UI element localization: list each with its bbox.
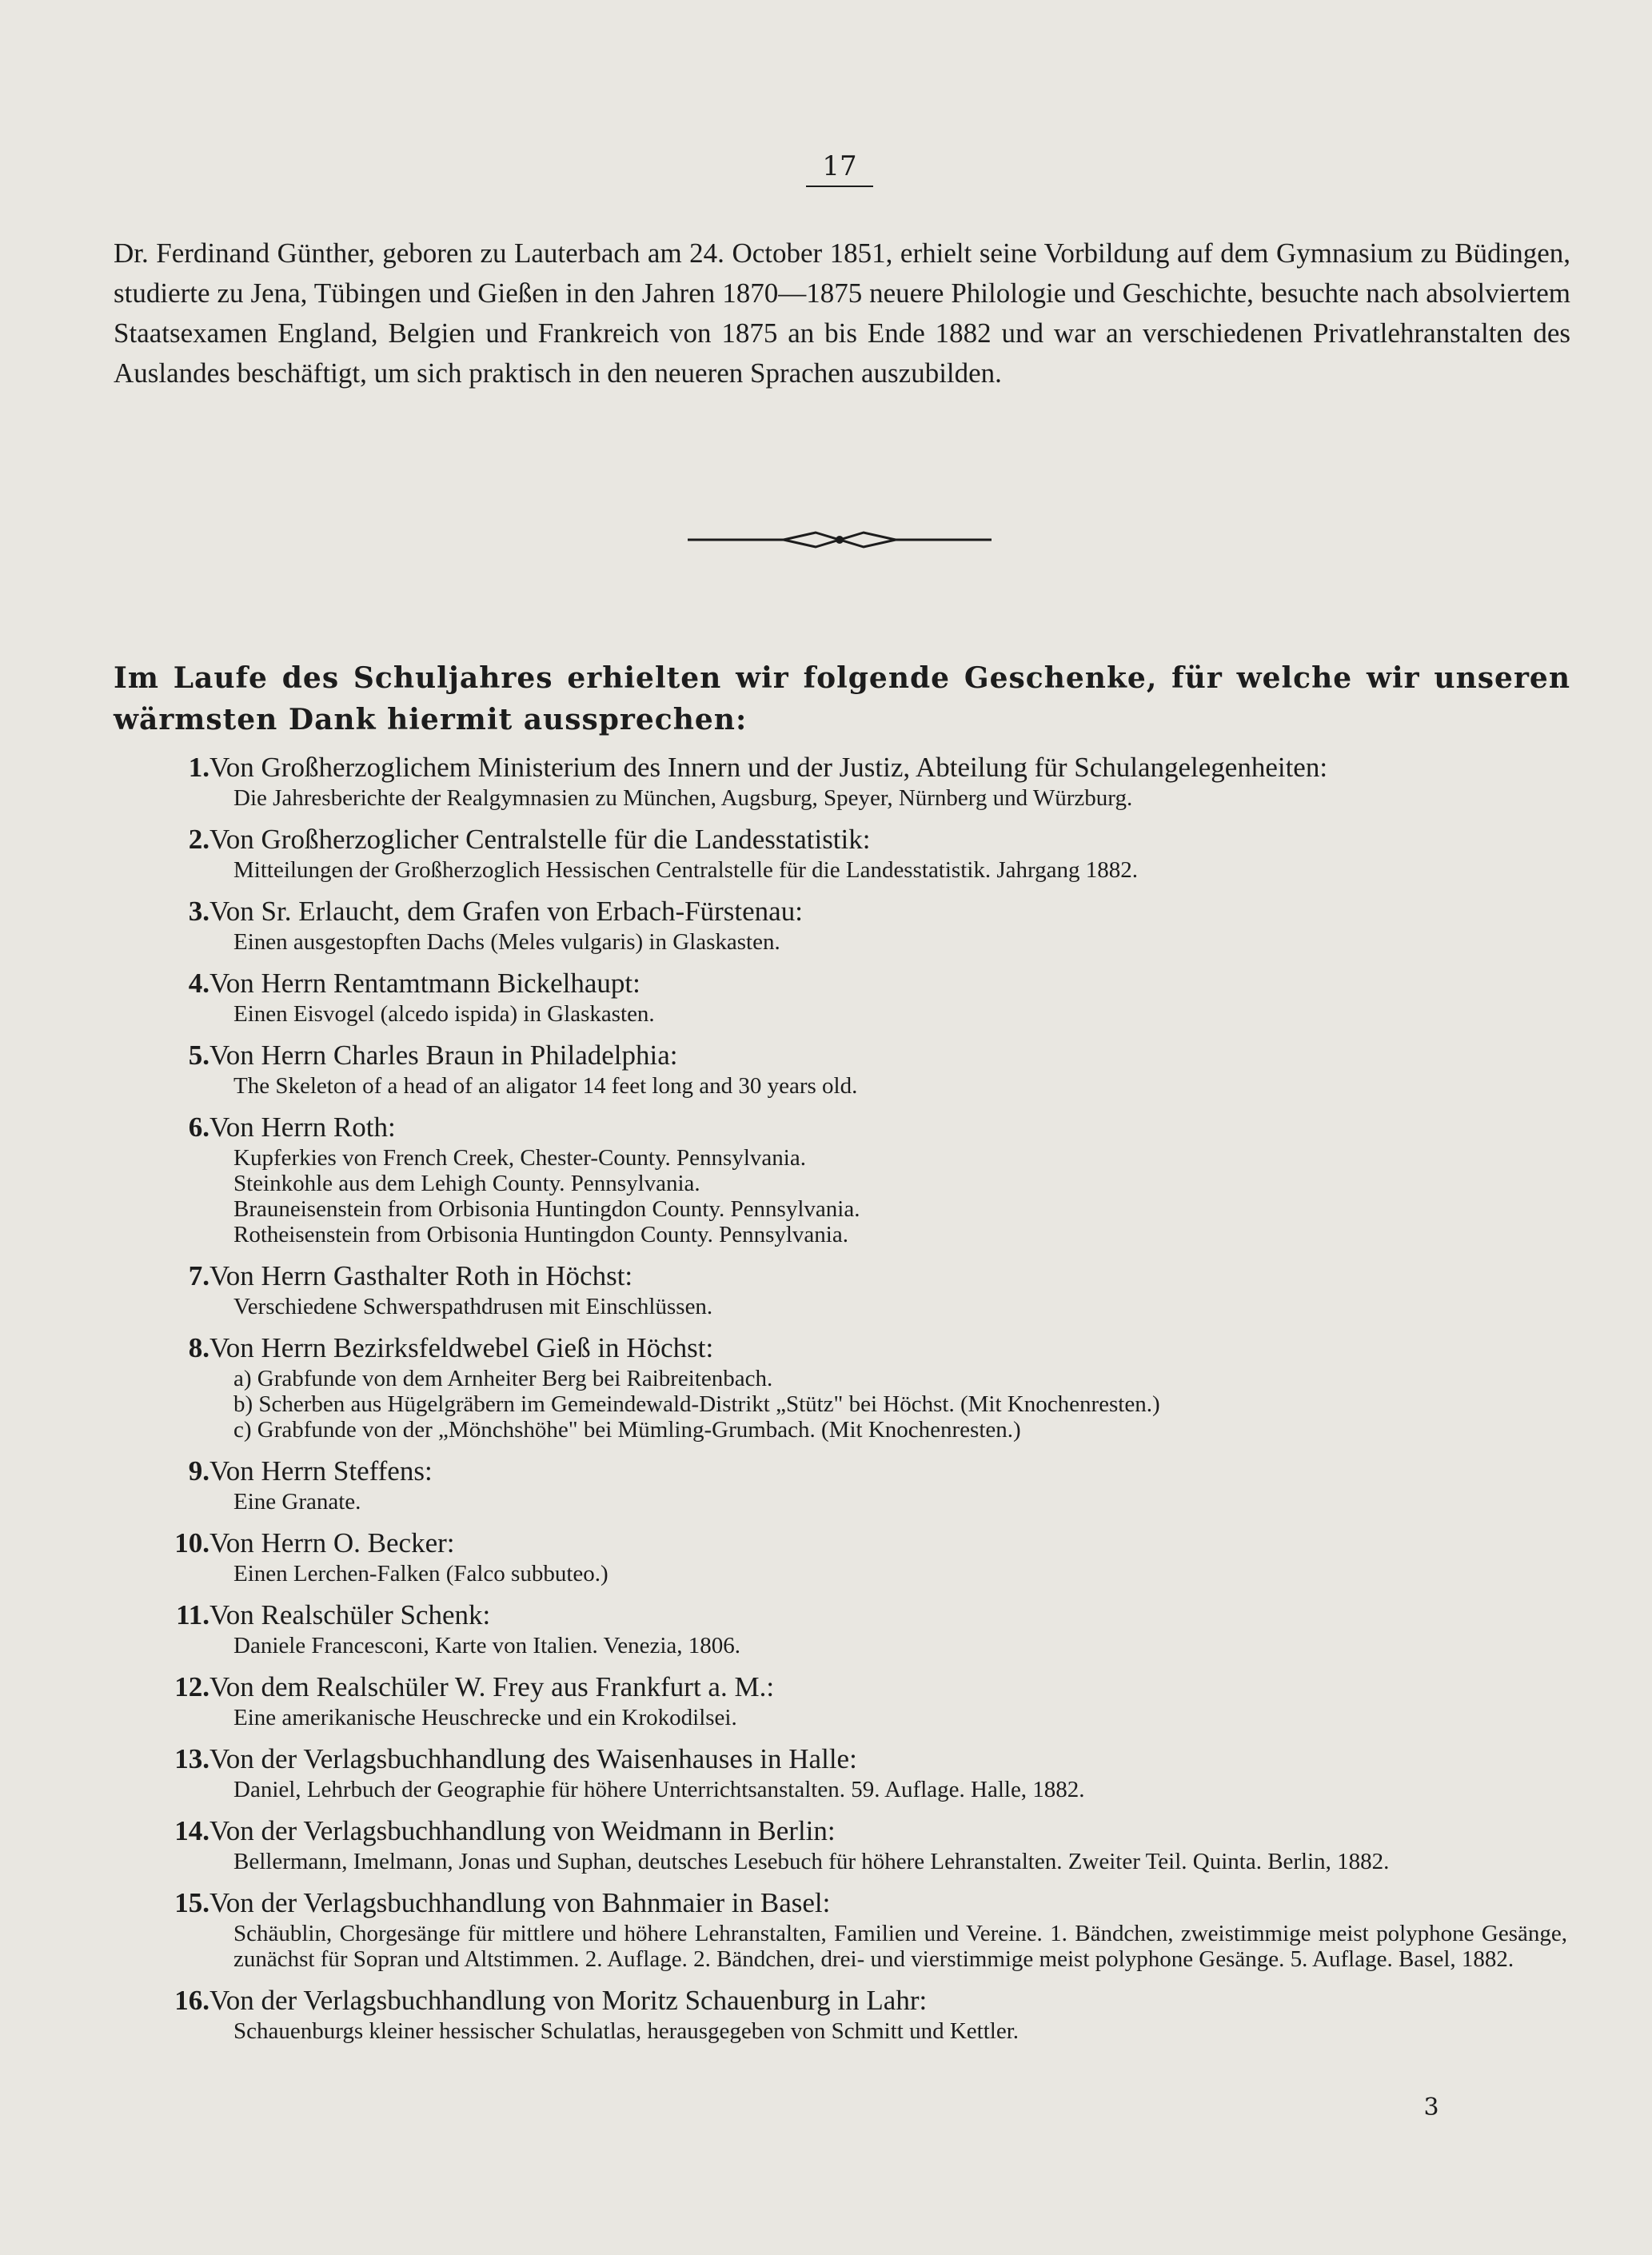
- gift-item: [0, 1526, 1652, 1586]
- gift-item: [0, 822, 1652, 883]
- gift-description-line: Daniele Francesconi, Karte von Italien. Venezia, 1806.: [233, 1633, 741, 1658]
- gift-donor: Von Herrn Charles Braun in Philadelphia:: [209, 1040, 678, 1071]
- gift-description: [233, 2018, 1567, 2044]
- gift-description-line: Bellermann, Imelmann, Jonas und Suphan, deutsches Lesebuch für höhere Lehranstalten. Zweiter Teil. Quinta. Berlin, 1882.: [233, 1849, 1390, 1874]
- gift-item: [0, 1038, 1652, 1099]
- gift-donor: Von der Verlagsbuchhandlung des Waisenhauses in Halle:: [209, 1743, 857, 1774]
- gifts-heading: Im Laufe des Schuljahres erhielten wir folgende Geschenke, für welche wir unseren wärmsten Dank hiermit aussprechen:: [114, 661, 1570, 736]
- gift-number: 15.: [174, 1887, 209, 1918]
- gift-donor: Von der Verlagsbuchhandlung von Moritz Schauenburg in Lahr:: [209, 1985, 928, 2016]
- gift-number: 14.: [174, 1815, 209, 1846]
- gift-item: [0, 966, 1652, 1027]
- gift-number: 11.: [176, 1599, 209, 1630]
- gift-description-line: Einen Lerchen-Falken (Falco subbuteo.): [233, 1561, 609, 1586]
- gift-donor: Von Herrn Gasthalter Roth in Höchst:: [209, 1260, 633, 1291]
- gift-description-line: b) Scherben aus Hügelgräbern im Gemeindewald-Distrikt „Stütz" bei Höchst. (Mit Knochenresten.): [233, 1391, 1160, 1417]
- gift-number: 6.: [188, 1112, 209, 1143]
- gift-item: [0, 894, 1652, 955]
- gift-description-line: a) Grabfunde von dem Arnheiter Berg bei Raibreitenbach.: [233, 1366, 773, 1391]
- gift-item: [0, 1983, 1652, 2044]
- gift-description-line: Mitteilungen der Großherzoglich Hessischen Centralstelle für die Landesstatistik. Jahrgang 1882.: [233, 857, 1138, 883]
- gift-description: [233, 1777, 1567, 1802]
- gift-donor: Von Herrn Steffens:: [209, 1455, 433, 1487]
- gift-donor: Von Herrn O. Becker:: [209, 1527, 455, 1559]
- gift-donor: Von Großherzoglicher Centralstelle für die Landesstatistik:: [209, 824, 871, 855]
- gift-description-line: Eine amerikanische Heuschrecke und ein Krokodilsei.: [233, 1705, 737, 1730]
- gift-description-line: c) Grabfunde von der „Mönchshöhe" bei Mümling-Grumbach. (Mit Knochenresten.): [233, 1417, 1021, 1443]
- page-number-rule: [806, 186, 873, 187]
- gift-description: [233, 1294, 1567, 1319]
- gift-donor: Von dem Realschüler W. Frey aus Frankfurt a. M.:: [209, 1671, 775, 1702]
- gift-description-line: The Skeleton of a head of an aligator 14 feet long and 30 years old.: [233, 1073, 858, 1099]
- gift-item: [0, 1331, 1652, 1443]
- gift-description: [233, 1921, 1567, 1972]
- gift-number: 12.: [174, 1671, 209, 1702]
- gift-description: [233, 1561, 1567, 1586]
- gift-number: 16.: [174, 1985, 209, 2016]
- footer-number: 3: [1423, 2093, 1439, 2121]
- gift-item: [0, 1110, 1652, 1247]
- gift-donor: Von der Verlagsbuchhandlung von Bahnmaier in Basel:: [209, 1887, 831, 1918]
- gift-description: [233, 929, 1567, 955]
- gift-description: [233, 1073, 1567, 1099]
- gift-number: 3.: [188, 896, 209, 927]
- gift-item: [0, 750, 1652, 811]
- gift-description-line: Eine Granate.: [233, 1489, 361, 1515]
- gift-description: [233, 785, 1567, 811]
- gift-number: 4.: [188, 968, 209, 999]
- gift-description-line: Verschiedene Schwerspathdrusen mit Einschlüssen.: [233, 1294, 713, 1319]
- gift-item: [0, 1886, 1652, 1972]
- ornament-divider-icon: [688, 528, 992, 552]
- gift-number: 9.: [188, 1455, 209, 1487]
- gift-description: [233, 1366, 1567, 1443]
- gift-donor: Von Herrn Roth:: [209, 1112, 396, 1143]
- gift-number: 1.: [188, 752, 209, 783]
- page-number: 17: [822, 150, 857, 182]
- intro-paragraph: Dr. Ferdinand Günther, geboren zu Lauterbach am 24. October 1851, erhielt seine Vorbildung auf dem Gymnasium zu Büdingen, studierte zu Jena, Tübingen und Gießen in den Jahren 1870—1875 neuere Philologie und Geschichte, besuchte nach absolviertem Staatsexamen England, Belgien und Frankreich von 1875 an bis Ende 1882 und war an verschiedenen Privatlehranstalten des Auslandes beschäftigt, um sich praktisch in den neueren Sprachen auszubilden.: [114, 237, 1570, 389]
- gift-description-line: Steinkohle aus dem Lehigh County. Pennsylvania.: [233, 1171, 700, 1196]
- gift-description-line: Schäublin, Chorgesänge für mittlere und höhere Lehranstalten, Familien und Vereine. 1. Bändchen, zweistimmige meist polyphone Gesänge, zunächst für Sopran und Altstimmen. 2. Auflage. 2. Bändchen, drei- und vierstimmige meist polyphone Gesänge. 5. Auflage. Basel, 1882.: [233, 1921, 1567, 1972]
- gift-donor: Von der Verlagsbuchhandlung von Weidmann in Berlin:: [209, 1815, 836, 1846]
- gift-donor: Von Herrn Bezirksfeldwebel Gieß in Höchst:: [209, 1332, 714, 1363]
- gift-item: [0, 1598, 1652, 1658]
- gift-number: 5.: [188, 1040, 209, 1071]
- gift-number: 13.: [174, 1743, 209, 1774]
- gift-number: 2.: [188, 824, 209, 855]
- gift-description-line: Rotheisenstein from Orbisonia Huntingdon County. Pennsylvania.: [233, 1222, 848, 1247]
- gift-item: [0, 1670, 1652, 1730]
- gift-description: [233, 1849, 1567, 1874]
- gift-description-line: Daniel, Lehrbuch der Geographie für höhere Unterrichtsanstalten. 59. Auflage. Halle, 1882.: [233, 1777, 1085, 1802]
- gift-number: 10.: [174, 1527, 209, 1559]
- gift-donor: Von Herrn Rentamtmann Bickelhaupt:: [209, 968, 640, 999]
- gift-description-line: Schauenburgs kleiner hessischer Schulatlas, herausgegeben von Schmitt und Kettler.: [233, 2018, 1020, 2044]
- gift-item: [0, 1259, 1652, 1319]
- gift-item: [0, 1814, 1652, 1874]
- gift-description: [233, 1705, 1567, 1730]
- gift-description-line: Einen ausgestopften Dachs (Meles vulgaris) in Glaskasten.: [233, 929, 780, 955]
- gift-description-line: Brauneisenstein from Orbisonia Huntingdon County. Pennsylvania.: [233, 1196, 860, 1222]
- gift-description: [233, 857, 1567, 883]
- gift-donor: Von Sr. Erlaucht, dem Grafen von Erbach-Fürstenau:: [209, 896, 803, 927]
- gift-description: [233, 1001, 1567, 1027]
- gift-donor: Von Realschüler Schenk:: [209, 1599, 491, 1630]
- gift-donor: Von Großherzoglichem Ministerium des Innern und der Justiz, Abteilung für Schulangelegenheiten:: [209, 752, 1328, 783]
- gift-number: 8.: [188, 1332, 209, 1363]
- gifts-list: [0, 750, 1652, 2055]
- gift-description-line: Einen Eisvogel (alcedo ispida) in Glaskasten.: [233, 1001, 655, 1027]
- gift-item: [0, 1454, 1652, 1515]
- gift-description: [233, 1145, 1567, 1247]
- gift-description: [233, 1489, 1567, 1515]
- gift-description-line: Die Jahresberichte der Realgymnasien zu München, Augsburg, Speyer, Nürnberg und Würzburg.: [233, 785, 1133, 811]
- gift-description-line: Kupferkies von French Creek, Chester-County. Pennsylvania.: [233, 1145, 806, 1171]
- gift-description: [233, 1633, 1567, 1658]
- gift-item: [0, 1742, 1652, 1802]
- gift-number: 7.: [188, 1260, 209, 1291]
